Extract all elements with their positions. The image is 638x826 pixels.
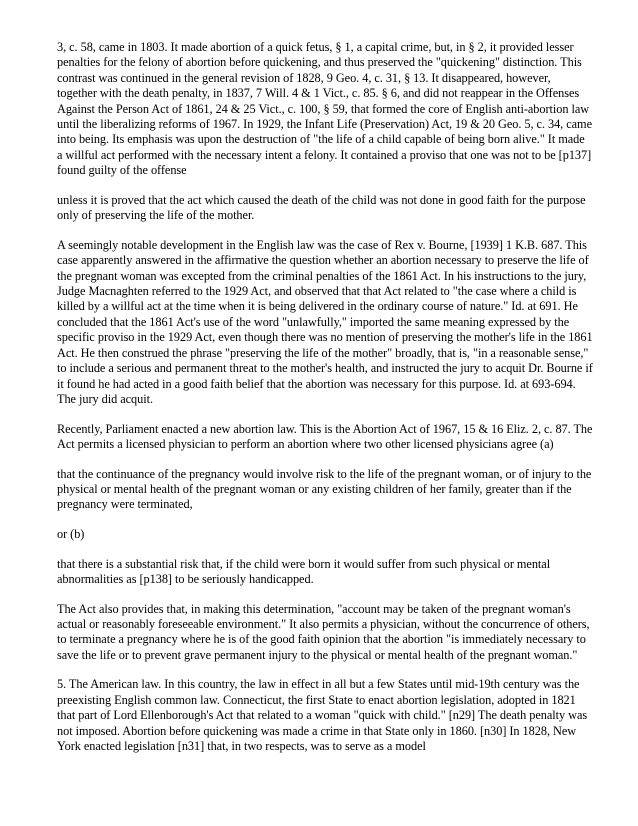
paragraph-2: unless it is proved that the act which caused the death of the child was not done in good faith for the purpose only of preserving the life of the mother.: [57, 192, 586, 223]
paragraph-7: that there is a substantial risk that, if the child were born it would suffer from such physical or mental abnormalities as [p138] to be seriously handicapped.: [57, 556, 551, 586]
paragraph-5: that the continuance of the pregnancy would involve risk to the life of the pregnant woman, or of injury to the physical or mental health of the pregnant woman or any existing children of her family, greater than if the pregnancy were terminated,: [57, 466, 592, 512]
paragraph-8: The Act also provides that, in making this determination, "account may be taken of the pregnant woman's actual or reasonably foreseeable environment." It also permits a physician, without the concurrence of others, to terminate a pregnancy where he is of the good faith opinion that the abortion "is immediately necessary to save the life or to prevent grave permanent injury to the physical or mental health of the pregnant woman.": [57, 601, 590, 662]
paragraph-6: or (b): [57, 526, 85, 541]
paragraph-4: Recently, Parliament enacted a new abortion law. This is the Abortion Act of 1967, 15 & 16 Eliz. 2, c. 87. The Act permits a licensed physician to perform an abortion where two other licensed physicians agree (a): [57, 421, 593, 451]
paragraph-9: 5. The American law. In this country, the law in effect in all but a few States until mid-19th century was the preexisting English common law. Connecticut, the first State to enact abortion legislation, adopted in 1821 that part of Lord Ellenborough's Act that related to a woman "quick with child." [n29] The death penalty was not imposed. Abortion before quickening was made a crime in that State only in 1860. [n30] In 1828, New York enacted legislation [n31] that, in two respects, was to serve as a model: [57, 677, 588, 753]
document-page: [57, 40, 593, 769]
paragraph-3: A seemingly notable development in the English law was the case of Rex v. Bourne, [1939] 1 K.B. 687. This case apparently answered in the affirmative the question whether an abortion necessary to preserve the life of the pregnant woman was excepted from the criminal penalties of the 1861 Act. In his instructions to the jury, Judge Macnaghten referred to the 1929 Act, and observed that that Act related to "the case where a child is killed by a willful act at the time when it is being delivered in the ordinary course of nature." Id. at 691. He concluded that the 1861 Act's use of the word "unlawfully," imported the same meaning expressed by the specific proviso in the 1929 Act, even though there was no mention of preserving the mother's life in the 1861 Act. He then construed the phrase "preserving the life of the mother" broadly, that is, "in a reasonable sense," to include a serious and permanent threat to the mother's health, and instructed the jury to acquit Dr. Bourne if it found he had acted in a good faith belief that the abortion was necessary for this purpose. Id. at 693-694. The jury did acquit.: [57, 237, 593, 406]
paragraph-1: 3, c. 58, came in 1803. It made abortion of a quick fetus, § 1, a capital crime, but, in § 2, it provided lesser penalties for the felony of abortion before quickening, and thus preserved the "quickening" distinction. This contrast was continued in the general revision of 1828, 9 Geo. 4, c. 31, § 13. It disappeared, however, together with the death penalty, in 1837, 7 Will. 4 & 1 Vict., c. 85. § 6, and did not reappear in the Offenses Against the Person Act of 1861, 24 & 25 Vict., c. 100, § 59, that formed the core of English anti-abortion law until the liberalizing reforms of 1967. In 1929, the Infant Life (Preservation) Act, 19 & 20 Geo. 5, c. 34, came into being. Its emphasis was upon the destruction of "the life of a child capable of being born alive." It made a willful act performed with the necessary intent a felony. It contained a proviso that one was not to be [p137] found guilty of the offense: [57, 40, 592, 178]
